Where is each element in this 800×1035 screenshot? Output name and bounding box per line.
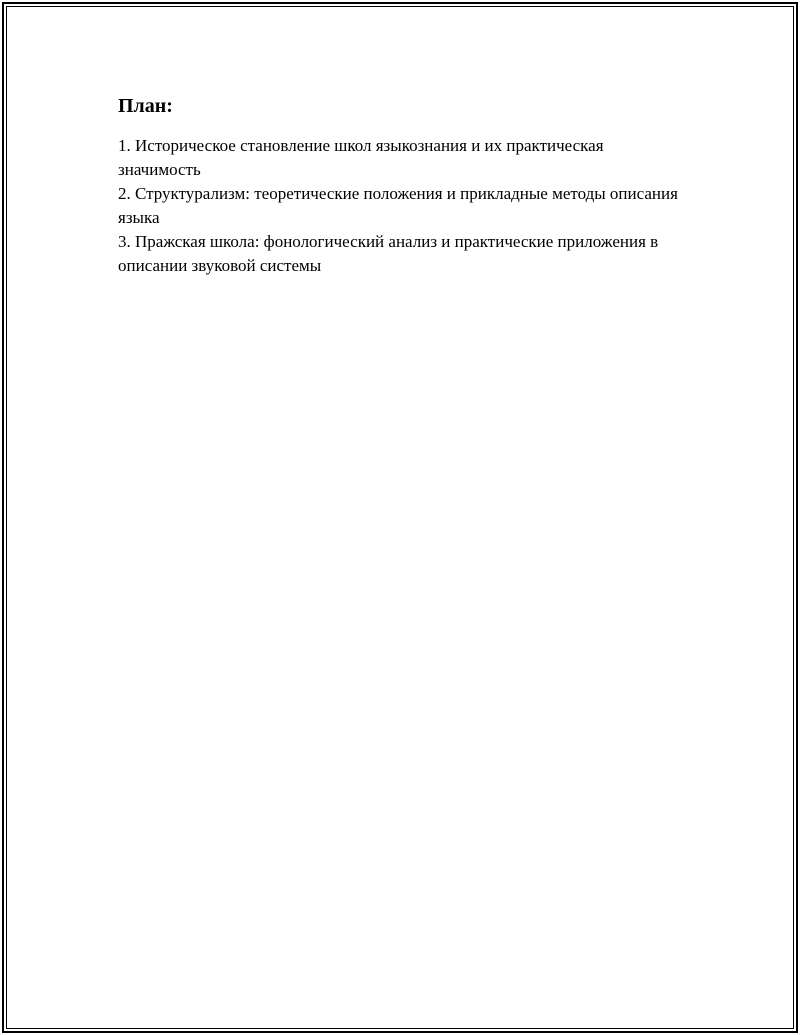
plan-item-1: 1. Историческое становление школ языкознания и их практическая значимость [118, 136, 604, 179]
plan-item-3: 3. Пражская школа: фонологический анализ и практические приложения в описании звуковой системы [118, 232, 659, 275]
plan-title: План: [118, 95, 173, 117]
document-content [118, 94, 678, 278]
plan-item-2: 2. Структурализм: теоретические положения и прикладные методы описания языка [118, 184, 678, 227]
plan-list [118, 134, 678, 278]
